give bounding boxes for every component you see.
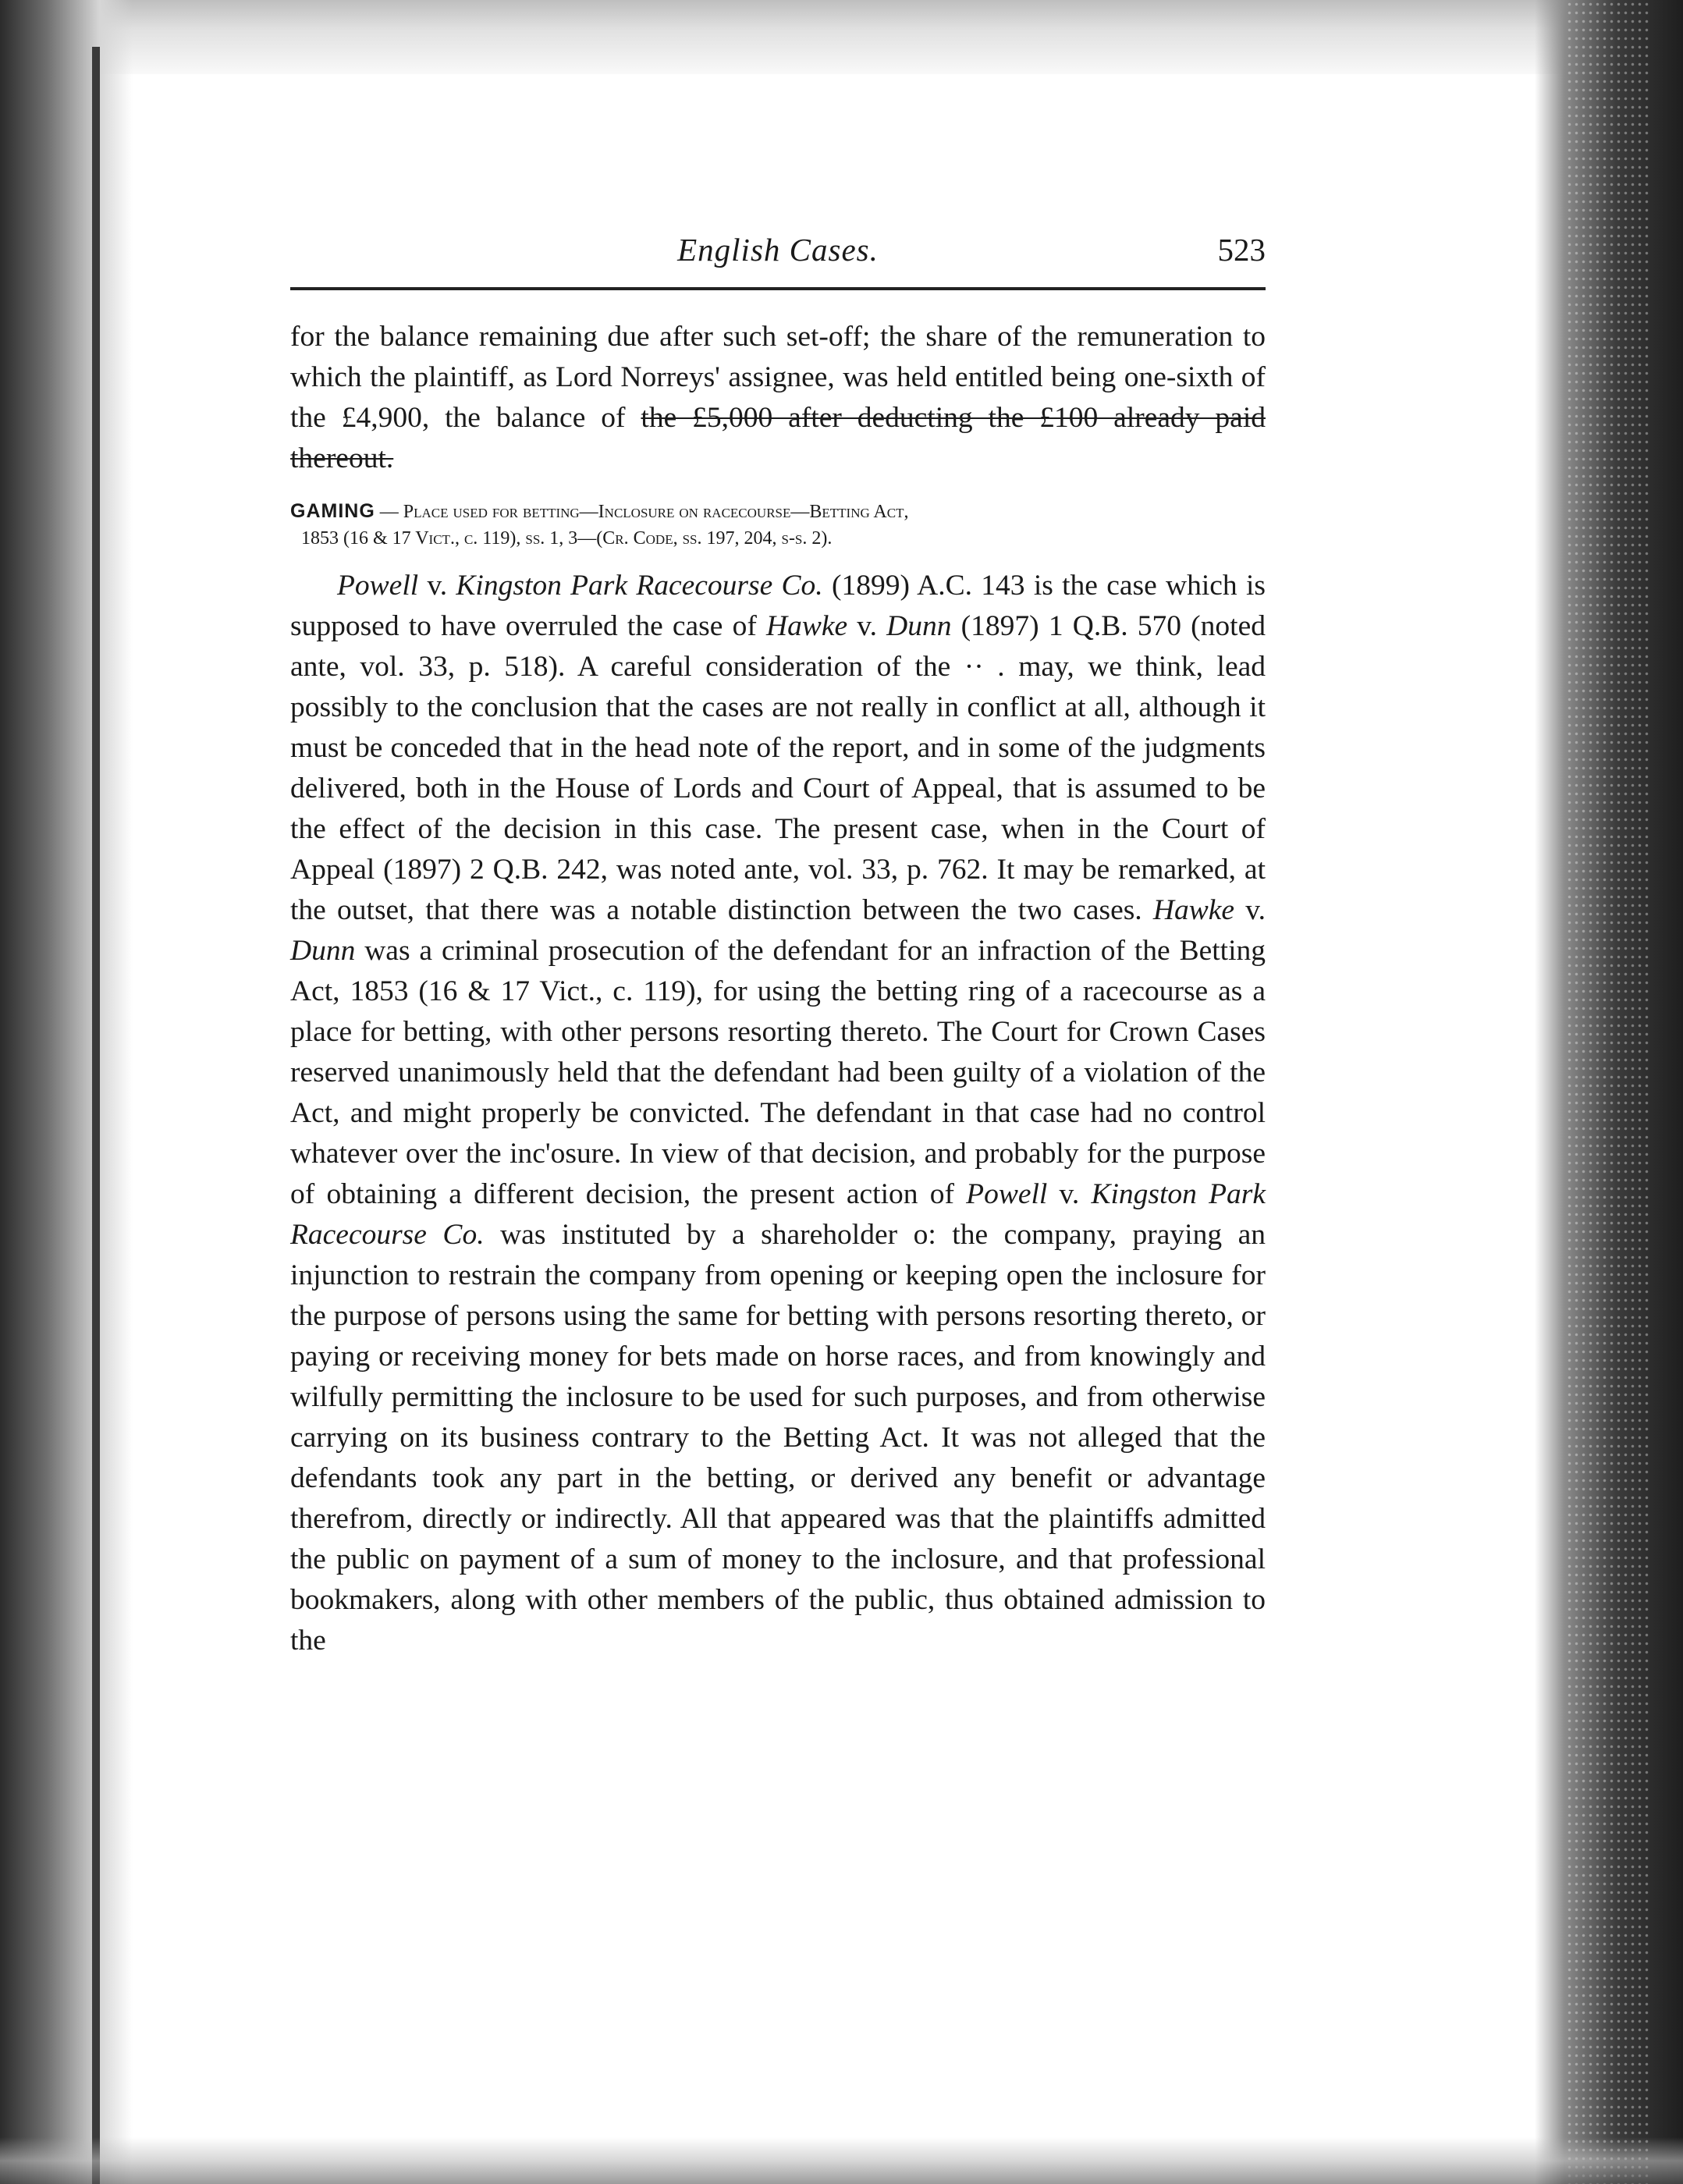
scan-noise-right [1566,0,1652,2184]
case-name: Dunn [290,935,356,967]
text-run: v. [1234,894,1266,926]
running-head [290,231,1266,286]
case-name: Hawke [766,610,848,642]
scan-edge-bottom [0,2137,1683,2184]
fragment-line-3: was held entitled being one-sixth of the £4,900, the balance of [290,361,1266,434]
scan-edge-left [0,0,133,2184]
fragment-line-2: remuneration to which the plaintiff, as Lord Norreys' assignee, [290,321,1266,393]
scan-binding-shadow [92,47,100,2184]
page-number: 523 [1217,232,1266,268]
fragment-line-1: for the balance remaining due after such set-off; the share of the [290,321,1067,353]
case-name: Kingston Park Racecourse Co. [290,1178,1266,1251]
text-run: v. [1047,1178,1092,1210]
case-name: Dunn [886,610,952,642]
header-rule [290,287,1266,290]
case-name: Kingston Park Racecourse Co. [456,570,823,602]
heading-citation: 1853 (16 & 17 Vict., c. 119), ss. 1, 3—(Cr. Code, ss. 197, 204, s-s. 2). [301,528,833,549]
text-run: was a criminal prosecution of the defendant for an infraction of the Betting Act, 1853 (16 & 17 Vict., c. 119), for using the betting ring of a racecourse as a place for betting, with other persons resorting thereto. The Court for Crown Cases reserved unanimously held that the defendant had been guilty of a violation of the Act, and might properly be convicted. The defendant in that case had no control whatever over the inc'osure. In view of that decision, and probably for the purpose of obtaining a different decision, the present action of [290,935,1266,1210]
heading-subject: — Place used for betting—Inclosure on racecourse—Betting Act, [375,502,909,522]
heading-keyword: GAMING [290,500,375,522]
case-name: Powell [337,570,419,602]
continued-paragraph [290,317,1266,479]
page [290,231,1266,1661]
case-name: Hawke [1152,894,1235,926]
case-paragraph [290,566,1266,1661]
section-heading [290,498,1266,552]
text-run: (1899) A.C. 143 is the case which is supposed to have overruled the case of [290,570,1266,642]
text-run: v. [418,570,456,602]
body-text [290,317,1266,1661]
case-name: Powell [966,1178,1048,1210]
text-run: (1897) 1 Q.B. 570 (noted ante, vol. 33, p. 518). A careful consideration of the ·· . may, we think, lead possibly to the conclusion that the cases are not really in conflict at all, although it must be conceded that in the head note of the report, and in some of the judgments delivered, both in the House of Lords and Court of Appeal, that is assumed to be the effect of the decision in this case. The present case, when in the Court of Appeal (1897) 2 Q.B. 242, was noted ante, vol. 33, p. 762. It may be remarked, at the outset, that there was a notable distinction between the two cases. [290,610,1266,926]
scan-edge-top [0,0,1683,74]
running-title: English Cases. [677,232,879,268]
text-run: was instituted by a shareholder o: the company, praying an injunction to restrain the company from opening or keeping open the inclosure for the purpose of persons using the same for betting with persons resorting thereto, or paying or receiving money for bets made on horse races, and from knowingly and wilfully permitting the inclosure to be used for such purposes, and from otherwise carrying on its business contrary to the Betting Act. It was not alleged that the defendants took any part in the betting, or derived any benefit or advantage therefrom, directly or indirectly. All that appeared was that the plaintiffs admitted the public on payment of a sum of money to the inclosure, and that professional bookmakers, along with other members of the public, thus obtained admission to the [290,1219,1266,1657]
fragment-line-4: the £5,000 after deducting the £100 already paid thereout. [290,402,1266,474]
text-run: v. [847,610,887,642]
